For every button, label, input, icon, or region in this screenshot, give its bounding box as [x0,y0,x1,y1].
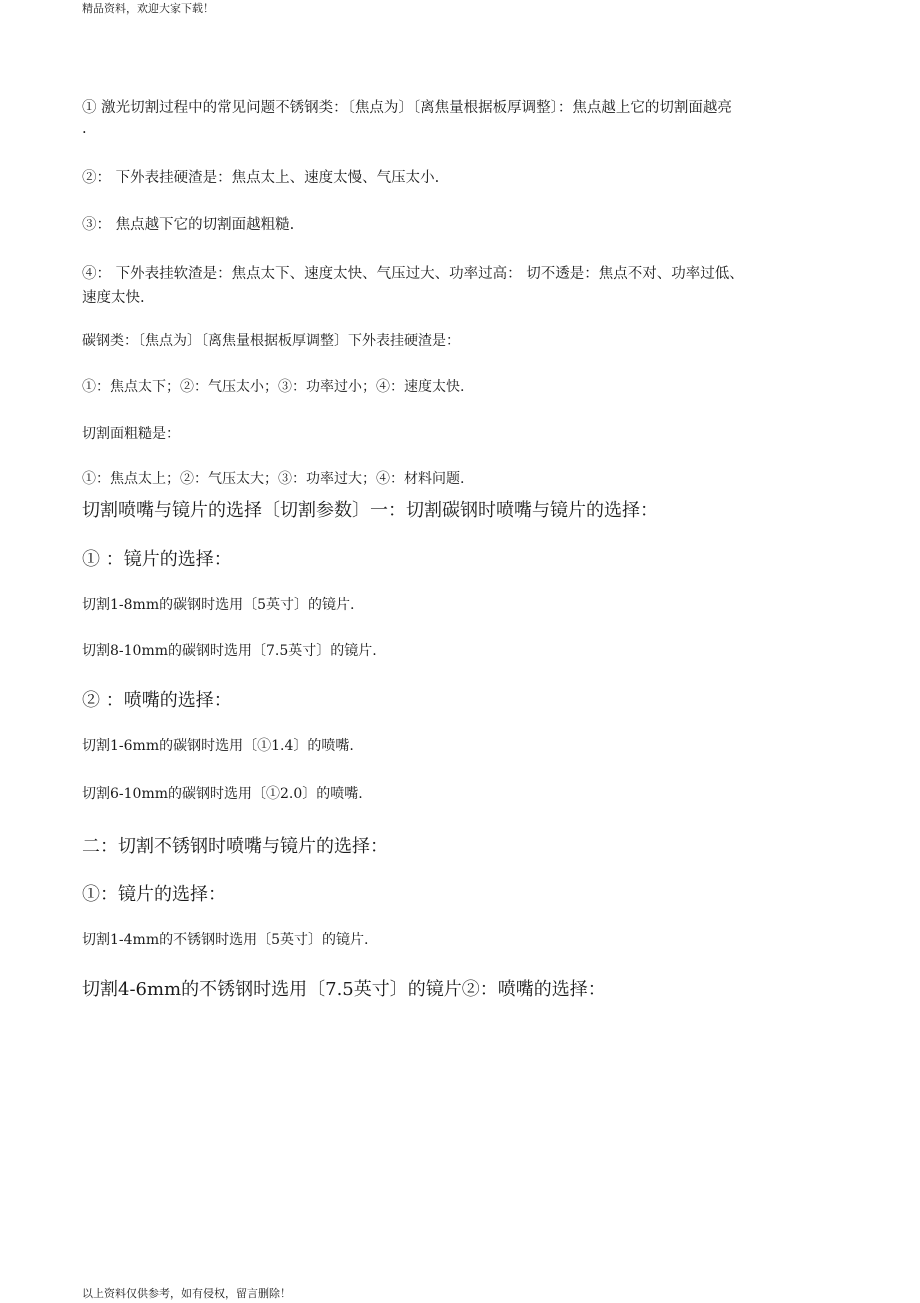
paragraph-line: ① 激光切割过程中的常见问题不锈钢类：〔焦点为〕〔离焦量根据板厚调整〕：焦点越上它的切割面越亮 [82,100,732,116]
paragraph-line: 切割面粗糙是： [82,426,180,442]
paragraph-line: 切割1-4mm的不锈钢时选用〔5英寸〕的镜片. [82,932,369,948]
subsection-heading: ① ：镜片的选择： [82,549,232,570]
paragraph-line: ④： 下外表挂软渣是：焦点太下、速度太快、气压过大、功率过高： 切不透是：焦点不对、功率过低、 [82,266,744,282]
paragraph-line: 切割1-8mm的碳钢时选用〔5英寸〕的镜片. [82,597,355,613]
paragraph-line: ①：焦点太上；②：气压太大；③：功率过大；④：材料问题. [82,471,465,487]
page-footer: 以上资料仅供参考，如有侵权，留言删除！ [82,1287,291,1300]
subsection-heading: ①：镜片的选择： [82,884,226,905]
paragraph-line: 切割6-10mm的碳钢时选用〔①2.0〕的喷嘴. [82,786,363,802]
paragraph-line: ①：焦点太下；②：气压太小；③：功率过小；④：速度太快. [82,379,465,395]
paragraph-line: 碳钢类：〔焦点为〕〔离焦量根据板厚调整〕下外表挂硬渣是： [82,333,460,349]
page-header: 精品资料，欢迎大家下载！ [82,2,214,15]
paragraph-line: 切割4-6mm的不锈钢时选用〔7.5英寸〕的镜片②：喷嘴的选择： [82,979,606,1000]
paragraph-line: . [82,121,87,137]
paragraph-line: 切割8-10mm的碳钢时选用〔7.5英寸〕的镜片. [82,643,377,659]
paragraph-line: 速度太快. [82,290,145,306]
subsection-heading: ② ：喷嘴的选择： [82,690,232,711]
section-heading: 二：切割不锈钢时喷嘴与镜片的选择： [82,836,388,857]
section-heading: 切割喷嘴与镜片的选择〔切割参数〕一：切割碳钢时喷嘴与镜片的选择： [82,500,658,521]
paragraph-line: 切割1-6mm的碳钢时选用〔①1.4〕的喷嘴. [82,738,354,754]
paragraph-line: ②： 下外表挂硬渣是：焦点太上、速度太慢、气压太小. [82,170,440,186]
paragraph-line: ③： 焦点越下它的切割面越粗糙. [82,217,295,233]
